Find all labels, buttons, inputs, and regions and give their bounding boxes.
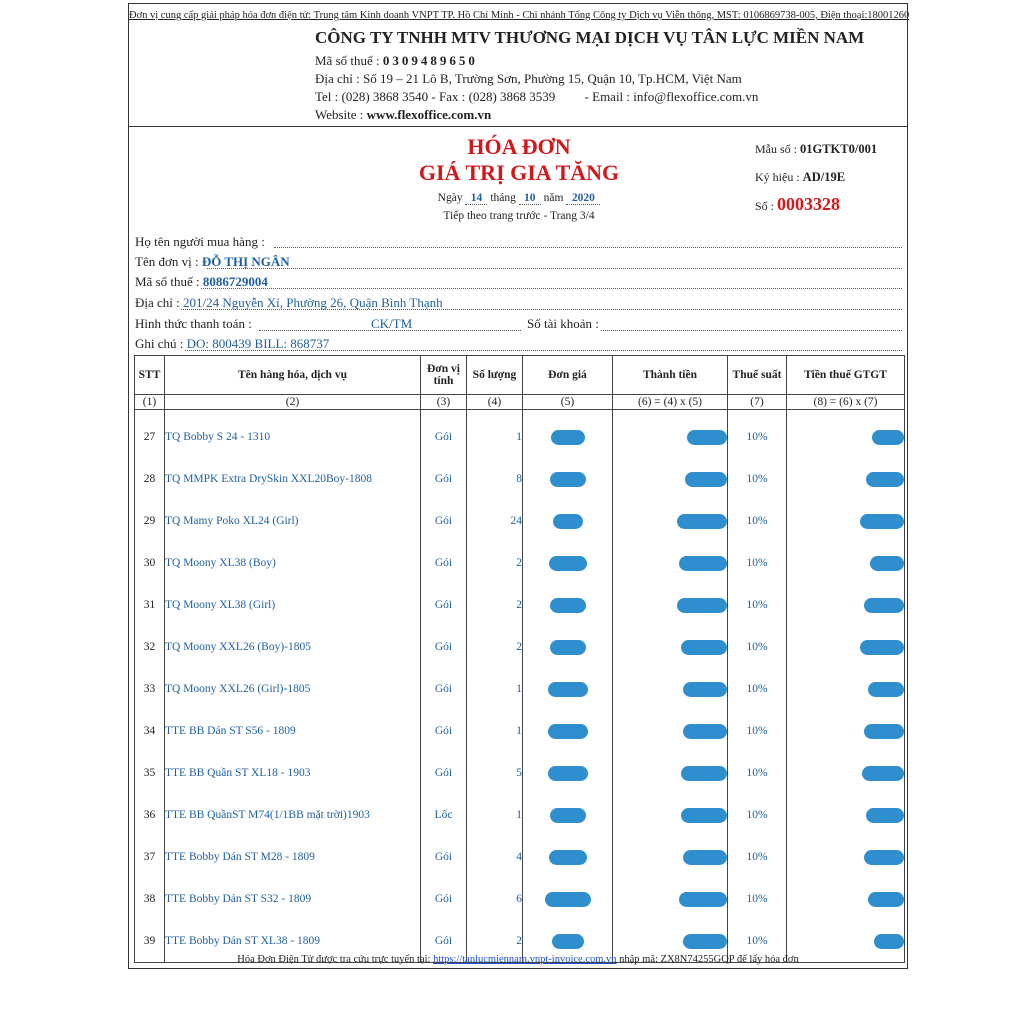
row-qty: 24 [467, 500, 523, 542]
row-tax-rate: 10% [728, 500, 787, 542]
row-stt: 30 [135, 542, 165, 584]
redaction-mark [864, 850, 904, 865]
items-table [134, 355, 905, 963]
row-qty: 8 [467, 458, 523, 500]
row-unit: Gói [421, 626, 467, 668]
row-unit: Gói [421, 416, 467, 458]
row-tax-amount-redacted [787, 836, 905, 878]
redaction-mark [687, 430, 727, 445]
redaction-mark [862, 766, 904, 781]
row-tax-amount-redacted [787, 878, 905, 920]
month-label: tháng [490, 192, 516, 204]
header-name: Tên hàng hóa, dịch vụ [165, 356, 421, 395]
lookup-link[interactable]: https://tanlucmiennam.vnpt-invoice.com.vn [433, 954, 617, 965]
row-tax-amount-redacted [787, 626, 905, 668]
row-qty: 2 [467, 626, 523, 668]
redaction-mark [548, 766, 588, 781]
redaction-mark [868, 682, 904, 697]
table-row [135, 794, 905, 836]
row-amount-redacted [613, 626, 728, 668]
row-name: TTE Bobby Dán ST S32 - 1809 [165, 878, 421, 920]
row-price-redacted [523, 668, 613, 710]
row-tax-amount-redacted [787, 668, 905, 710]
table-row [135, 668, 905, 710]
seller-tel: Tel : (028) 3868 3540 - Fax : (028) 3868 3539 [315, 89, 556, 104]
redaction-mark [683, 724, 727, 739]
row-name: TTE BB QuầnST M74(1/1BB mặt trời)1903 [165, 794, 421, 836]
row-amount-redacted [613, 878, 728, 920]
row-qty: 5 [467, 752, 523, 794]
seller-website-line [315, 107, 491, 123]
row-tax-rate: 10% [728, 836, 787, 878]
header-amount: Thành tiền [613, 356, 728, 395]
year-value: 2020 [566, 192, 600, 205]
row-tax-amount-redacted [787, 542, 905, 584]
note-value: DO: 800439 BILL: 868737 [186, 336, 330, 351]
year-label: năm [543, 192, 564, 204]
row-tax-rate: 10% [728, 416, 787, 458]
row-amount-redacted [613, 542, 728, 584]
index-7: (7) [728, 395, 787, 410]
row-amount-redacted [613, 584, 728, 626]
footer-text: Hóa Đơn Điện Tử được tra cứu trực tuyến tại: [237, 954, 434, 965]
row-tax-rate: 10% [728, 878, 787, 920]
row-name: TTE Bobby Dán ST M28 - 1809 [165, 836, 421, 878]
table-header-row [135, 356, 905, 395]
row-unit: Gói [421, 878, 467, 920]
row-qty: 2 [467, 584, 523, 626]
row-unit: Gói [421, 752, 467, 794]
row-tax-amount-redacted [787, 458, 905, 500]
redaction-mark [864, 724, 904, 739]
form-number [755, 142, 877, 157]
table-row [135, 458, 905, 500]
row-price-redacted [523, 626, 613, 668]
redaction-mark [677, 598, 727, 613]
row-name: TQ Bobby S 24 - 1310 [165, 416, 421, 458]
redaction-mark [550, 598, 586, 613]
table-row [135, 710, 905, 752]
row-stt: 28 [135, 458, 165, 500]
invoice-title: HÓA ĐƠN [467, 134, 571, 159]
row-amount-redacted [613, 458, 728, 500]
row-tax-rate: 10% [728, 794, 787, 836]
row-tax-amount-redacted [787, 500, 905, 542]
symbol-label: Ký hiệu : [755, 170, 803, 184]
row-price-redacted [523, 878, 613, 920]
index-1: (1) [135, 395, 165, 410]
index-6: (6) = (4) x (5) [613, 395, 728, 410]
row-tax-rate: 10% [728, 752, 787, 794]
row-stt: 33 [135, 668, 165, 710]
invoice-number [755, 194, 840, 215]
redaction-mark [545, 892, 591, 907]
row-amount-redacted [613, 500, 728, 542]
row-tax-amount-redacted [787, 584, 905, 626]
seller-tax-label: Mã số thuế : [315, 53, 383, 68]
row-stt: 32 [135, 626, 165, 668]
buyer-tax-label: Mã số thuế : [135, 274, 200, 289]
invoice-date [369, 192, 669, 205]
seller-tax-code: 0309489650 [382, 53, 478, 68]
buyer-tax-dots [201, 288, 902, 289]
row-name: TTE BB Dán ST S56 - 1809 [165, 710, 421, 752]
row-tax-rate: 10% [728, 584, 787, 626]
row-price-redacted [523, 752, 613, 794]
row-tax-rate: 10% [728, 542, 787, 584]
row-tax-rate: 10% [728, 458, 787, 500]
row-amount-redacted [613, 794, 728, 836]
redaction-mark [679, 892, 727, 907]
redaction-mark [552, 934, 584, 949]
row-unit: Gói [421, 584, 467, 626]
row-qty: 4 [467, 836, 523, 878]
header-divider [129, 126, 907, 127]
note-dots [185, 350, 902, 351]
row-tax-amount-redacted [787, 710, 905, 752]
redaction-mark [860, 640, 904, 655]
seller-website-label: Website : [315, 107, 367, 122]
row-qty: 1 [467, 710, 523, 752]
row-amount-redacted [613, 416, 728, 458]
header-tax-amount: Tiền thuế GTGT [787, 356, 905, 395]
row-stt: 29 [135, 500, 165, 542]
table-row [135, 836, 905, 878]
header-qty: Số lượng [467, 356, 523, 395]
day-value: 14 [465, 192, 487, 205]
row-qty: 2 [467, 542, 523, 584]
redaction-mark [553, 514, 583, 529]
row-unit: Gói [421, 668, 467, 710]
seller-tax-line [315, 53, 478, 69]
row-name: TQ MMPK Extra DrySkin XXL20Boy-1808 [165, 458, 421, 500]
number-label: Số : [755, 199, 778, 213]
table-row [135, 584, 905, 626]
redaction-mark [864, 598, 904, 613]
redaction-mark [868, 892, 904, 907]
account-label: Số tài khoản : [527, 316, 599, 331]
redaction-mark [683, 850, 727, 865]
row-qty: 1 [467, 416, 523, 458]
row-price-redacted [523, 710, 613, 752]
row-name: TQ Moony XXL26 (Girl)-1805 [165, 668, 421, 710]
row-unit: Gói [421, 500, 467, 542]
buyer-tax-value: 8086729004 [202, 274, 268, 289]
redaction-mark [550, 808, 586, 823]
buyer-name-dots [274, 247, 902, 248]
payment-label: Hình thức thanh toán : [135, 316, 252, 331]
index-8: (8) = (6) x (7) [787, 395, 905, 410]
buyer-name-label: Họ tên người mua hàng : [135, 234, 265, 249]
index-4: (4) [467, 395, 523, 410]
month-value: 10 [519, 192, 541, 205]
lookup-footer [129, 954, 907, 965]
redaction-mark [866, 472, 904, 487]
table-row [135, 416, 905, 458]
buyer-unit-dots [207, 268, 902, 269]
number-value: 0003328 [777, 194, 841, 214]
buyer-name-field [135, 234, 265, 250]
row-stt: 38 [135, 878, 165, 920]
row-qty: 6 [467, 878, 523, 920]
row-stt: 31 [135, 584, 165, 626]
redaction-mark [860, 514, 904, 529]
seller-email: - Email : info@flexoffice.com.vn [584, 89, 759, 104]
row-stt: 39 [135, 920, 165, 963]
seller-name: CÔNG TY TNHH MTV THƯƠNG MẠI DỊCH VỤ TÂN LỰC MIỀN NAM [315, 28, 865, 47]
buyer-unit-label: Tên đơn vị : [135, 254, 199, 269]
table-row [135, 626, 905, 668]
row-tax-rate: 10% [728, 668, 787, 710]
row-tax-rate: 10% [728, 626, 787, 668]
symbol-value: AD/19E [802, 170, 846, 184]
table-row [135, 542, 905, 584]
header-unit: Đơn vị tính [421, 356, 467, 395]
redaction-mark [549, 556, 587, 571]
redaction-mark [685, 472, 727, 487]
footer-code-text: nhập mã: ZX8N74255GQP để lấy hóa đơn [616, 954, 799, 965]
buyer-address-dots [181, 309, 902, 310]
redaction-mark [548, 682, 588, 697]
page-continuation: Tiếp theo trang trước - Trang 3/4 [443, 210, 595, 222]
row-price-redacted [523, 584, 613, 626]
row-unit: Gói [421, 836, 467, 878]
row-stt: 35 [135, 752, 165, 794]
row-price-redacted [523, 794, 613, 836]
row-tax-rate: 10% [728, 710, 787, 752]
row-amount-redacted [613, 836, 728, 878]
row-amount-redacted [613, 752, 728, 794]
redaction-mark [681, 808, 727, 823]
table-index-row [135, 395, 905, 410]
provider-note: Đơn vị cung cấp giải pháp hóa đơn điện tử: Trung tâm Kinh doanh VNPT TP. Hồ Chí Minh - Chi nhánh Tổng Công ty Dịch vụ Viễn thông, MST: 0106869738-005, Điện thoại:18001260 [129, 10, 910, 21]
index-3: (3) [421, 395, 467, 410]
row-qty: 2 [467, 920, 523, 963]
payment-value: CK/TM [371, 316, 413, 331]
day-label: Ngày [437, 192, 463, 204]
row-unit: Gói [421, 458, 467, 500]
row-price-redacted [523, 500, 613, 542]
buyer-address-label: Địa chỉ : [135, 295, 180, 310]
redaction-mark [677, 514, 727, 529]
row-unit: Gói [421, 920, 467, 963]
account-field [527, 316, 599, 332]
row-amount-redacted [613, 668, 728, 710]
seller-address: Địa chỉ : Số 19 – 21 Lô B, Trường Sơn, Phường 15, Quận 10, Tp.HCM, Việt Nam [315, 71, 742, 86]
row-name: TTE BB Quần ST XL18 - 1903 [165, 752, 421, 794]
row-price-redacted [523, 542, 613, 584]
invoice-symbol [755, 170, 845, 185]
row-tax-rate: 10% [728, 920, 787, 963]
header-price: Đơn giá [523, 356, 613, 395]
row-qty: 1 [467, 668, 523, 710]
seller-contact-line [315, 89, 758, 105]
invoice-subtitle: GIÁ TRỊ GIA TĂNG [418, 160, 620, 185]
row-qty: 1 [467, 794, 523, 836]
row-name: TQ Mamy Poko XL24 (Girl) [165, 500, 421, 542]
account-dots [601, 330, 902, 331]
payment-field [135, 316, 252, 332]
note-label: Ghi chú : [135, 336, 184, 351]
redaction-mark [681, 766, 727, 781]
row-tax-amount-redacted [787, 794, 905, 836]
row-tax-amount-redacted [787, 416, 905, 458]
form-value: 01GTKT0/001 [800, 142, 878, 156]
row-unit: Lốc [421, 794, 467, 836]
redaction-mark [866, 808, 904, 823]
row-stt: 37 [135, 836, 165, 878]
index-5: (5) [523, 395, 613, 410]
redaction-mark [683, 682, 727, 697]
redaction-mark [548, 724, 588, 739]
redaction-mark [550, 640, 586, 655]
row-unit: Gói [421, 542, 467, 584]
redaction-mark [681, 640, 727, 655]
row-stt: 34 [135, 710, 165, 752]
redaction-mark [679, 556, 727, 571]
buyer-address-value: 201/24 Nguyễn Xí, Phường 26, Quận Bình Thạnh [183, 295, 443, 310]
row-unit: Gói [421, 710, 467, 752]
row-price-redacted [523, 416, 613, 458]
row-name: TQ Moony XL38 (Boy) [165, 542, 421, 584]
row-name: TTE Bobby Dán ST XL38 - 1809 [165, 920, 421, 963]
row-price-redacted [523, 458, 613, 500]
row-tax-amount-redacted [787, 752, 905, 794]
form-label: Mẫu số : [755, 142, 800, 156]
invoice-frame [128, 3, 908, 969]
seller-website: www.flexoffice.com.vn [366, 107, 492, 122]
redaction-mark [872, 430, 904, 445]
payment-dots [259, 330, 521, 331]
redaction-mark [874, 934, 904, 949]
table-row [135, 500, 905, 542]
row-name: TQ Moony XXL26 (Boy)-1805 [165, 626, 421, 668]
row-amount-redacted [613, 710, 728, 752]
row-name: TQ Moony XL38 (Girl) [165, 584, 421, 626]
row-stt: 27 [135, 416, 165, 458]
redaction-mark [683, 934, 727, 949]
redaction-mark [870, 556, 904, 571]
header-tax-rate: Thuế suất [728, 356, 787, 395]
redaction-mark [550, 472, 586, 487]
header-stt: STT [135, 356, 165, 395]
table-row [135, 878, 905, 920]
row-stt: 36 [135, 794, 165, 836]
index-2: (2) [165, 395, 421, 410]
redaction-mark [551, 430, 585, 445]
buyer-unit-value: ĐỖ THỊ NGÂN [201, 254, 290, 269]
redaction-mark [549, 850, 587, 865]
table-row [135, 752, 905, 794]
row-price-redacted [523, 836, 613, 878]
